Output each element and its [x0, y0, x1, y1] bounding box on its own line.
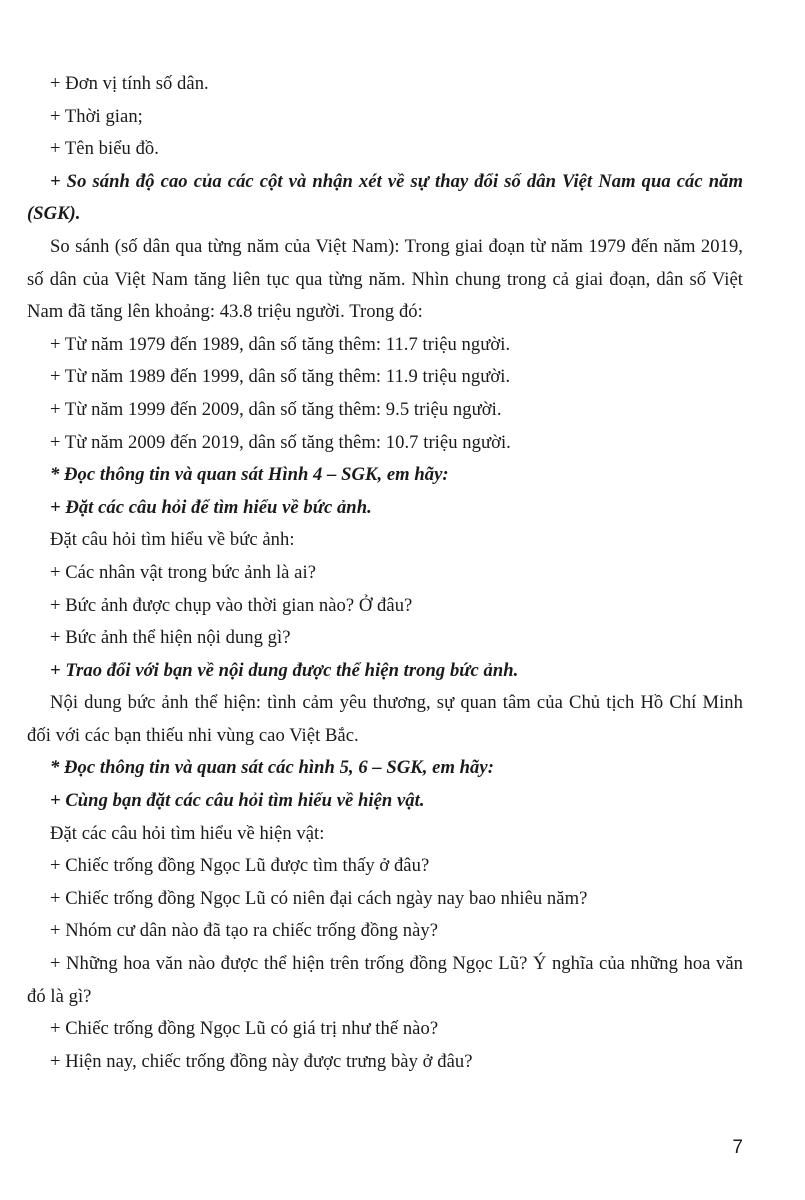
list-item: + Bức ảnh thể hiện nội dung gì?	[50, 627, 291, 649]
section-heading: * Đọc thông tin và quan sát Hình 4 – SGK, em hãy:	[50, 464, 449, 486]
section-heading: + Đặt các câu hỏi để tìm hiểu về bức ảnh.	[50, 496, 372, 518]
list-item: + Bức ảnh được chụp vào thời gian nào? Ở đâu?	[50, 594, 413, 616]
document-page	[27, 68, 743, 1078]
section-heading: + Cùng bạn đặt các câu hỏi tìm hiểu về hiện vật.	[50, 790, 425, 812]
list-item: + Từ năm 1979 đến 1989, dân số tăng thêm: 11.7 triệu người.	[50, 333, 511, 355]
list-item: + Các nhân vật trong bức ảnh là ai?	[50, 561, 317, 583]
paragraph: So sánh (số dân qua từng năm của Việt Nam): Trong giai đoạn từ năm 1979 đến năm 2019, số dân của Việt Nam tăng liên tục qua từng năm. Nhìn chung trong cả giai đoạn, dân số Việt Nam đã tăng lên khoảng: 43.8 triệu người. Trong đó:	[27, 235, 743, 323]
list-item: Đặt các câu hỏi tìm hiểu về hiện vật:	[50, 822, 325, 844]
list-item: + Chiếc trống đồng Ngọc Lũ được tìm thấy ở đâu?	[50, 855, 430, 877]
section-heading: * Đọc thông tin và quan sát các hình 5, 6 – SGK, em hãy:	[50, 757, 494, 779]
list-item: + Đơn vị tính số dân.	[50, 73, 209, 94]
list-item: + Từ năm 1989 đến 1999, dân số tăng thêm: 11.9 triệu người.	[50, 366, 511, 388]
list-item: + Từ năm 2009 đến 2019, dân số tăng thêm: 10.7 triệu người.	[50, 431, 511, 453]
list-item: + Thời gian;	[50, 105, 143, 127]
list-item: + Tên biểu đồ.	[50, 138, 159, 160]
section-heading: + Trao đổi với bạn về nội dung được thể hiện trong bức ảnh.	[50, 659, 519, 681]
paragraph: Nội dung bức ảnh thể hiện: tình cảm yêu thương, sự quan tâm của Chủ tịch Hồ Chí Minh đối với các bạn thiếu nhi vùng cao Việt Bắc.	[27, 692, 743, 746]
list-item: + Hiện nay, chiếc trống đồng này được trưng bày ở đâu?	[50, 1050, 473, 1072]
list-item: + Từ năm 1999 đến 2009, dân số tăng thêm: 9.5 triệu người.	[50, 398, 502, 420]
list-item: + Chiếc trống đồng Ngọc Lũ có niên đại cách ngày nay bao nhiêu năm?	[50, 887, 588, 909]
section-heading: + So sánh độ cao của các cột và nhận xét về sự thay đổi số dân Việt Nam qua các năm (SGK).	[27, 170, 743, 225]
list-item: Đặt câu hỏi tìm hiểu về bức ảnh:	[50, 529, 295, 551]
list-item: + Chiếc trống đồng Ngọc Lũ có giá trị như thế nào?	[50, 1018, 439, 1040]
paragraph: + Những hoa văn nào được thể hiện trên trống đồng Ngọc Lũ? Ý nghĩa của những hoa văn đó là gì?	[27, 953, 743, 1007]
list-item: + Nhóm cư dân nào đã tạo ra chiếc trống đồng này?	[50, 920, 439, 942]
page-number: 7	[732, 1137, 743, 1158]
